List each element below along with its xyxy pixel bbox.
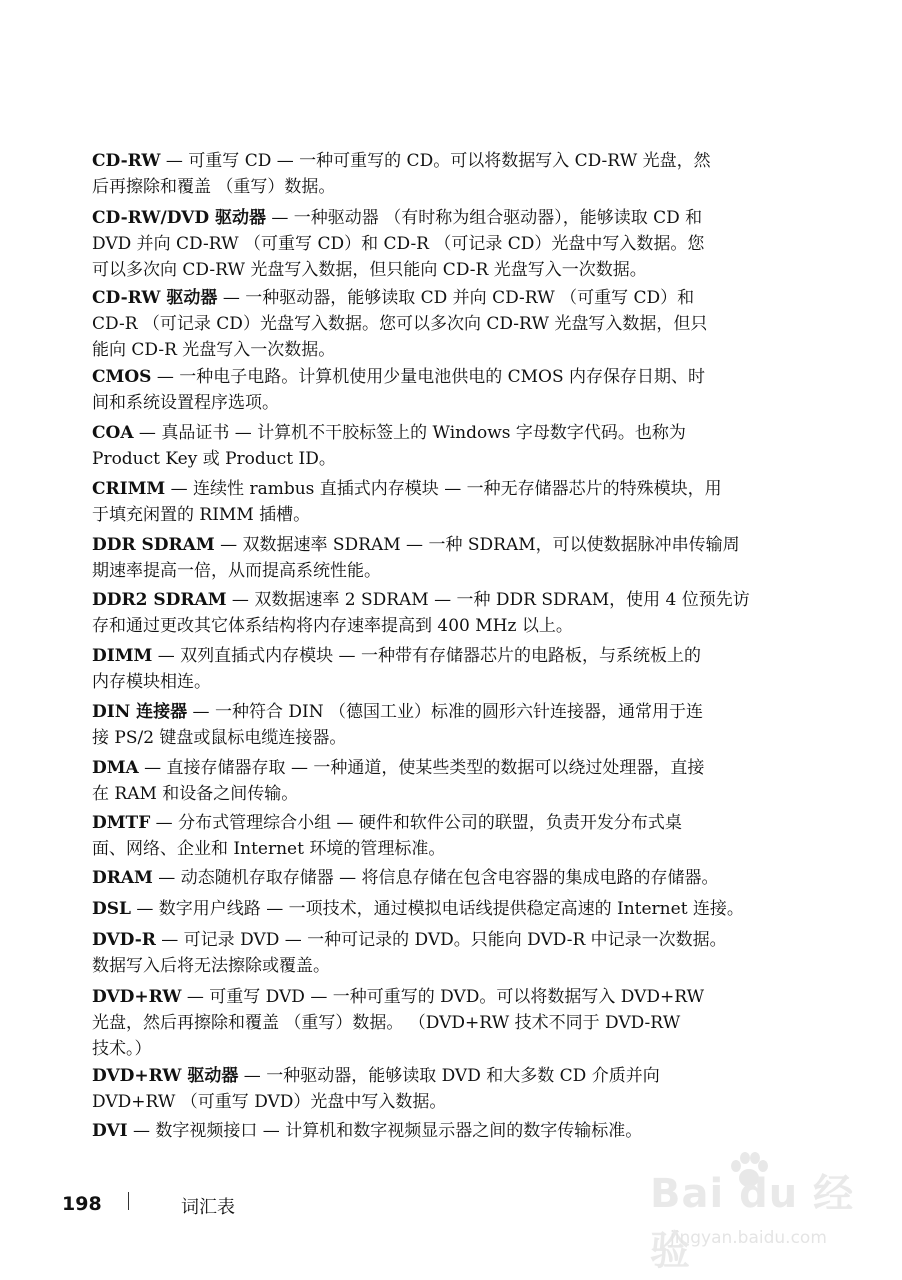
glossary-entry: [92, 865, 792, 891]
entry-line: 数据写入后将无法擦除或覆盖。: [92, 956, 330, 976]
entry-line: DVD 并向 CD-RW （可重写 CD）和 CD-R （可记录 CD）光盘中写入数据。您: [92, 234, 705, 254]
entry-line: [92, 364, 792, 390]
entry-term: DRAM: [92, 868, 153, 888]
entry-line: 面、网络、企业和 Internet 环境的管理标准。: [92, 839, 446, 859]
entry-term: CMOS: [92, 367, 152, 387]
entry-term: DSL: [92, 899, 131, 919]
entry-line: 技术。）: [92, 1039, 152, 1059]
glossary-entry: [92, 984, 792, 1062]
entry-text: — 双数据速率 2 SDRAM — 一种 DDR SDRAM，使用 4 位预先访: [226, 590, 750, 610]
entry-text: — 一种驱动器，能够读取 CD 并向 CD-RW （可重写 CD）和: [217, 288, 695, 308]
entry-text: — 连续性 rambus 直插式内存模块 — 一种无存储器芯片的特殊模块，用: [165, 479, 722, 499]
entry-text: — 一种驱动器，能够读取 DVD 和大多数 CD 介质并向: [238, 1066, 660, 1086]
glossary-entry: [92, 364, 792, 416]
entry-line: 可以多次向 CD-RW 光盘写入数据，但只能向 CD-R 光盘写入一次数据。: [92, 260, 647, 280]
baidu-jingyan-watermark: [630, 1148, 890, 1278]
entry-text: — 双数据速率 SDRAM — 一种 SDRAM，可以使数据脉冲串传输周: [214, 535, 740, 555]
entry-term: CRIMM: [92, 479, 166, 499]
entry-line: [92, 699, 792, 725]
glossary-entry: [92, 285, 792, 363]
entry-line: [92, 420, 792, 446]
entry-line: [92, 755, 792, 781]
glossary-entry: [92, 810, 792, 862]
entry-term: DIN 连接器: [92, 702, 188, 722]
entry-term: DDR2 SDRAM: [92, 590, 227, 610]
watermark-url: jingyan.baidu.com: [670, 1228, 827, 1248]
entry-term: DMA: [92, 758, 139, 778]
entry-line: [92, 587, 792, 613]
entry-line: [92, 865, 792, 891]
entry-text: — 分布式管理综合小组 — 硬件和软件公司的联盟，负责开发分布式桌: [150, 813, 682, 833]
glossary-entry: [92, 420, 792, 472]
entry-line: [92, 896, 792, 922]
entry-text: — 可重写 CD — 一种可重写的 CD。可以将数据写入 CD-RW 光盘，然: [160, 151, 711, 171]
glossary-entry: [92, 699, 792, 751]
entry-text: — 动态随机存取存储器 — 将信息存储在包含电容器的集成电路的存储器。: [152, 868, 719, 888]
page-number: 198: [62, 1193, 102, 1215]
entry-term: DVD+RW 驱动器: [92, 1066, 239, 1086]
entry-text: — 一种符合 DIN （德国工业）标准的圆形六针连接器，通常用于连: [187, 702, 703, 722]
entry-line: [92, 810, 792, 836]
glossary-entry: [92, 643, 792, 695]
glossary-entry: [92, 896, 792, 922]
entry-line: 间和系统设置程序选项。: [92, 393, 279, 413]
entry-term: CD-RW/DVD 驱动器: [92, 208, 266, 228]
entry-term: CD-RW 驱动器: [92, 288, 218, 308]
entry-term: DIMM: [92, 646, 153, 666]
entry-line: 于填充闲置的 RIMM 插槽。: [92, 505, 311, 525]
entry-line: [92, 1118, 792, 1144]
glossary-entry: [92, 755, 792, 807]
entry-text: — 可记录 DVD — 一种可记录的 DVD。只能向 DVD-R 中记录一次数据。: [155, 930, 727, 950]
glossary-entry: [92, 205, 792, 283]
entry-text: — 数字用户线路 — 一项技术，通过模拟电话线提供稳定高速的 Internet 连接。: [130, 899, 744, 919]
entry-line: [92, 148, 792, 174]
entry-line: [92, 927, 792, 953]
entry-line: [92, 532, 792, 558]
entry-line: CD-R （可记录 CD）光盘写入数据。您可以多次向 CD-RW 光盘写入数据，但只: [92, 314, 708, 334]
glossary-entry: [92, 148, 792, 200]
entry-term: DVD+RW: [92, 987, 182, 1007]
watermark-logo-text: Bai du 经验: [650, 1171, 855, 1274]
entry-text: — 直接存储器存取 — 一种通道，使某些类型的数据可以绕过处理器，直接: [138, 758, 705, 778]
entry-term: DVI: [92, 1121, 128, 1141]
entry-term: CD-RW: [92, 151, 161, 171]
entry-text: — 一种电子电路。计算机使用少量电池供电的 CMOS 内存保存日期、时: [151, 367, 706, 387]
entry-term: COA: [92, 423, 134, 443]
entry-term: DVD-R: [92, 930, 156, 950]
entry-line: 能向 CD-R 光盘写入一次数据。: [92, 340, 336, 360]
entry-line: 在 RAM 和设备之间传输。: [92, 784, 299, 804]
entry-term: DMTF: [92, 813, 151, 833]
entry-term: DDR SDRAM: [92, 535, 215, 555]
glossary-entry: [92, 587, 792, 639]
entry-line: 期速率提高一倍，从而提高系统性能。: [92, 561, 381, 581]
glossary-entry: [92, 1118, 792, 1144]
entry-line: 内存模块相连。: [92, 672, 211, 692]
entry-line: [92, 205, 792, 231]
entry-line: 接 PS/2 键盘或鼠标电缆连接器。: [92, 728, 347, 748]
entry-line: [92, 476, 792, 502]
glossary-entry: [92, 1063, 792, 1115]
entry-text: — 双列直插式内存模块 — 一种带有存储器芯片的电路板，与系统板上的: [152, 646, 701, 666]
entry-line: Product Key 或 Product ID。: [92, 449, 336, 469]
footer-divider: [128, 1192, 129, 1210]
entry-line: 光盘，然后再擦除和覆盖 （重写）数据。 （DVD+RW 技术不同于 DVD-RW: [92, 1013, 681, 1033]
entry-text: — 一种驱动器 （有时称为组合驱动器），能够读取 CD 和: [266, 208, 703, 228]
entry-line: [92, 643, 792, 669]
entry-line: [92, 984, 792, 1010]
glossary-entry: [92, 532, 792, 584]
entry-line: 存和通过更改其它体系结构将内存速率提高到 400 MHz 以上。: [92, 616, 573, 636]
section-title: 词汇表: [181, 1197, 235, 1218]
entry-line: [92, 285, 792, 311]
entry-text: — 可重写 DVD — 一种可重写的 DVD。可以将数据写入 DVD+RW: [181, 987, 705, 1007]
entry-text: — 数字视频接口 — 计算机和数字视频显示器之间的数字传输标准。: [127, 1121, 643, 1141]
entry-text: — 真品证书 — 计算机不干胶标签上的 Windows 字母数字代码。也称为: [133, 423, 686, 443]
glossary-entry: [92, 927, 792, 979]
entry-line: DVD+RW （可重写 DVD）光盘中写入数据。: [92, 1092, 447, 1112]
glossary-entry: [92, 476, 792, 528]
entry-line: 后再擦除和覆盖 （重写）数据。: [92, 177, 336, 197]
entry-line: [92, 1063, 792, 1089]
